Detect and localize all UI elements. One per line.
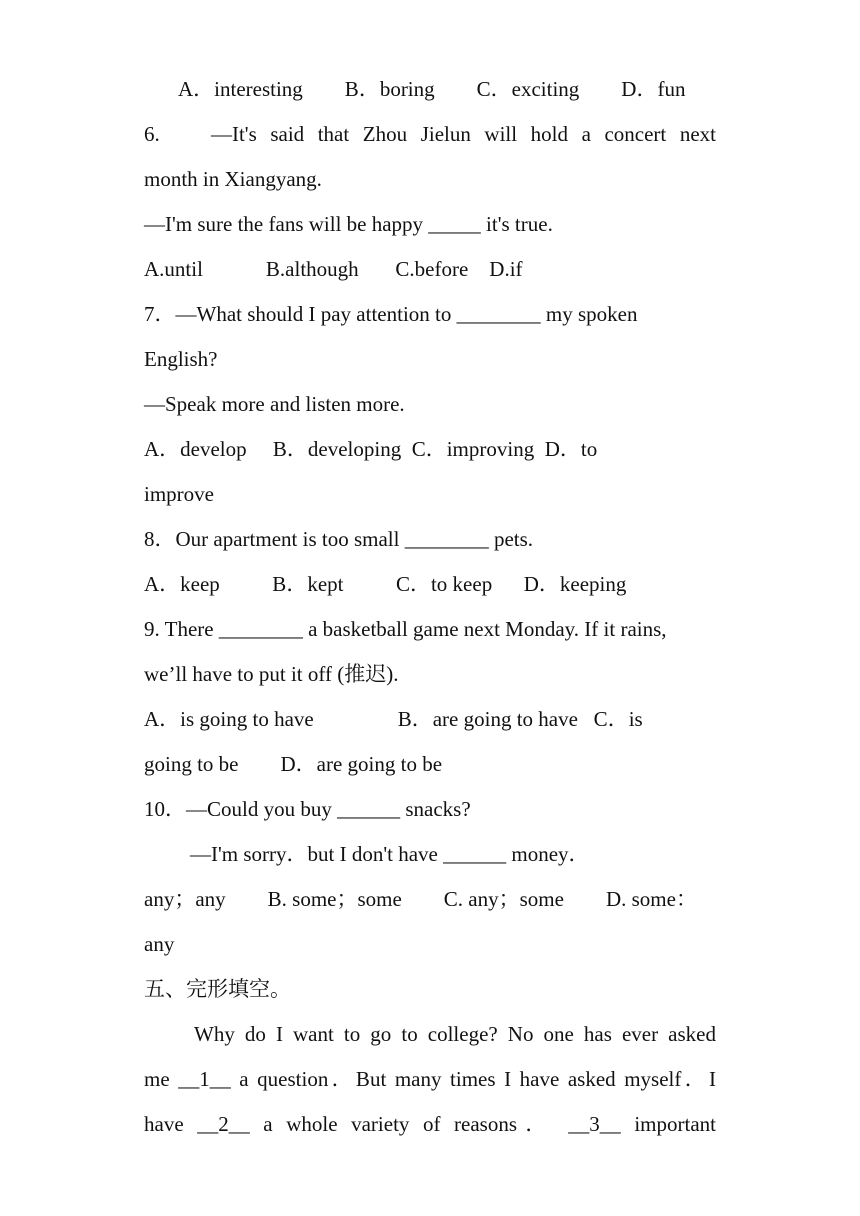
question-9-stem-line-1: 9. There ________ a basketball game next Monday. If it rains, bbox=[144, 617, 667, 641]
question-9-stem-line-2: we’ll have to put it off (推迟). bbox=[144, 662, 399, 686]
question-7-reply: —Speak more and listen more. bbox=[144, 392, 405, 416]
passage-line-1: Why do I want to go to college? No one has ever asked bbox=[194, 1022, 716, 1046]
section-5-heading: 五、完形填空。 bbox=[144, 977, 291, 1001]
question-6-options: A.until B.although C.before D.if bbox=[144, 257, 523, 281]
passage-line-3: have __2__ a whole variety of reasons． __3__ important bbox=[144, 1112, 716, 1136]
question-8-stem: 8．Our apartment is too small ________ pets. bbox=[144, 527, 534, 551]
question-6-stem-line-2: month in Xiangyang. bbox=[144, 167, 322, 191]
question-7-options-line-2: improve bbox=[144, 482, 214, 506]
question-6-reply: —I'm sure the fans will be happy _____ it's true. bbox=[144, 212, 553, 236]
question-10-options-line-1: any；any B. some；some C. any；some D. some： bbox=[144, 887, 697, 911]
question-7-stem-line-1: 7．—What should I pay attention to ________ my spoken bbox=[144, 302, 638, 326]
question-10-reply: —I'm sorry．but I don't have ______ money． bbox=[190, 842, 590, 866]
question-9-options-line-1: A．is going to have B．are going to have C．is bbox=[144, 707, 643, 731]
question-5-options: A．interesting B．boring C．exciting D．fun bbox=[178, 77, 686, 101]
question-7-options-line-1: A．develop B．developing C．improving D．to bbox=[144, 437, 598, 461]
question-10-options-line-2: any bbox=[144, 932, 175, 956]
question-6-stem-line-1: 6. —It's said that Zhou Jielun will hold a concert next bbox=[144, 122, 716, 146]
question-10-stem: 10．—Could you buy ______ snacks? bbox=[144, 797, 471, 821]
passage-line-2: me __1__ a question．But many times I have asked myself．I bbox=[144, 1067, 716, 1091]
question-7-stem-line-2: English? bbox=[144, 347, 218, 371]
question-8-options: A．keep B．kept C．to keep D．keeping bbox=[144, 572, 627, 596]
question-9-options-line-2: going to be D．are going to be bbox=[144, 752, 443, 776]
